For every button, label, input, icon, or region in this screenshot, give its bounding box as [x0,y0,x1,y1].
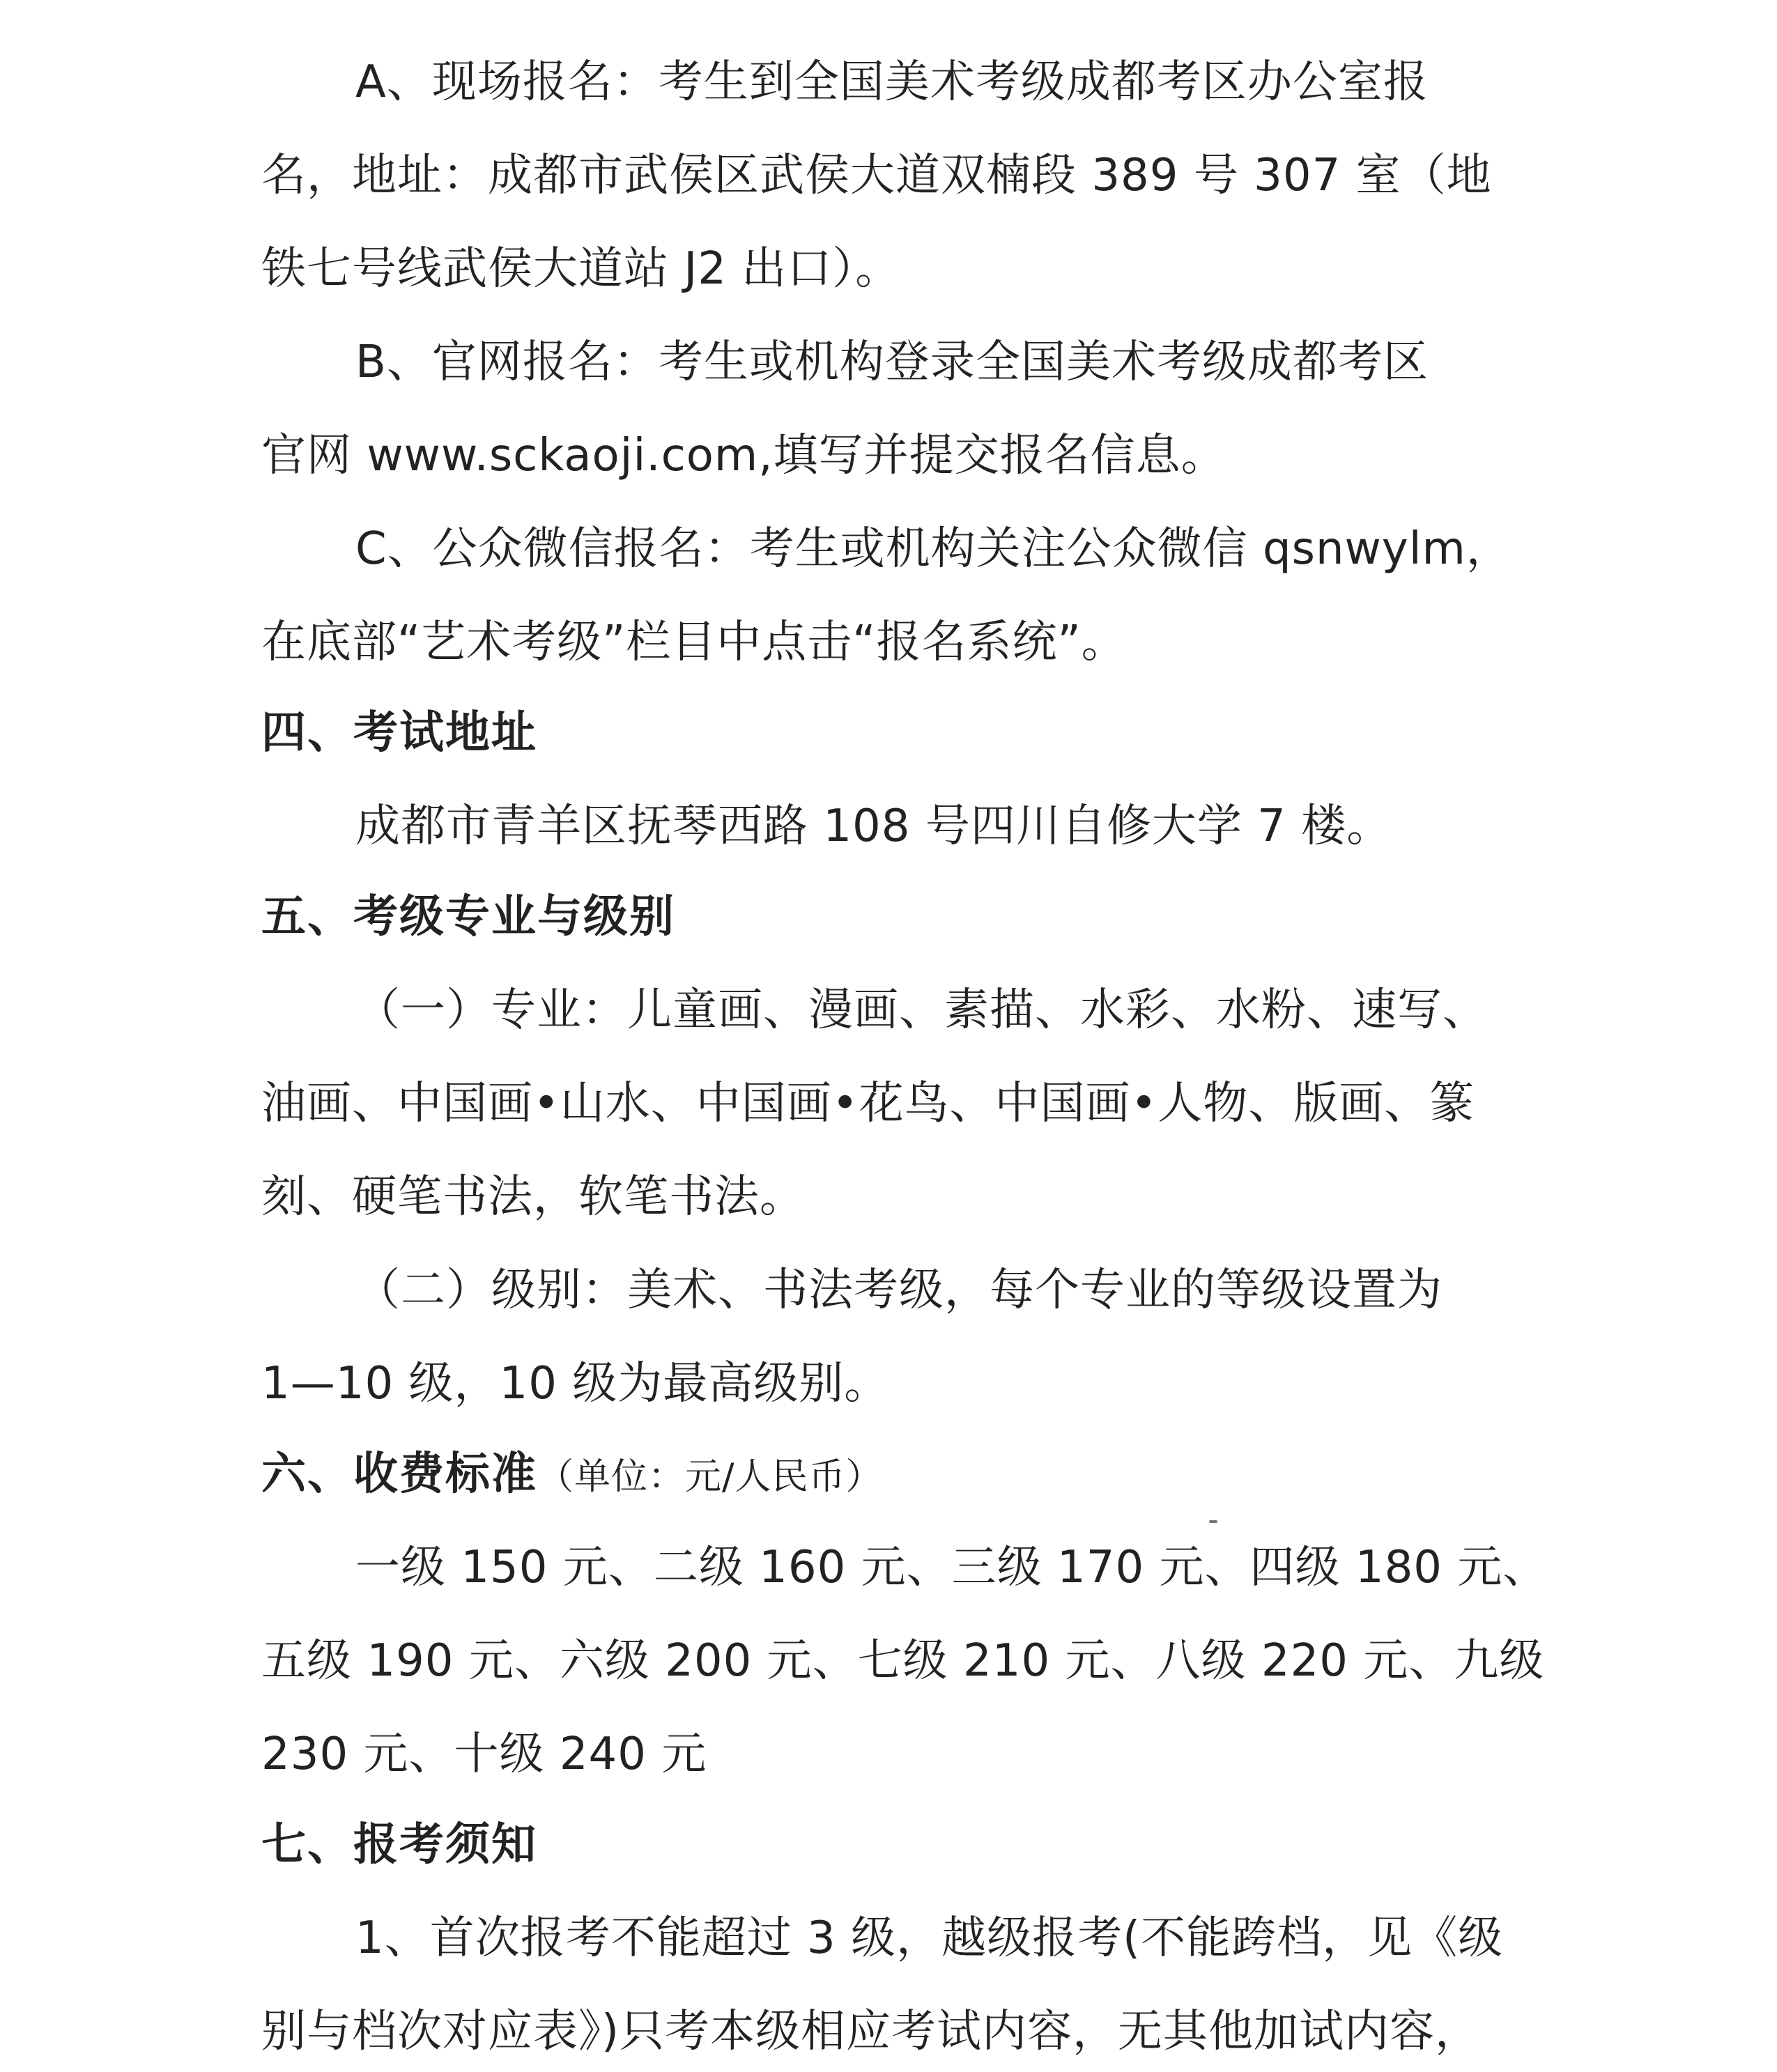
scan-speck [1209,1520,1217,1523]
fees-heading-title: 六、收费标准 [261,1448,537,1500]
section-heading-notice: 七、报考须知 [261,1819,537,1871]
registration-website-line-2: 官网 www.sckaoji.com,填写并提交报名信息。 [261,430,1226,481]
majors-line-2: 油画、中国画•山水、中国画•花鸟、中国画•人物、版画、篆 [261,1078,1475,1129]
section-heading-exam-address: 四、考试地址 [261,707,537,759]
levels-line-1: （二）级别：美术、书法考级，每个专业的等级设置为 [355,1265,1443,1316]
registration-onsite-line-1: A、现场报名：考生到全国美术考级成都考区办公室报 [355,56,1429,108]
fees-line-3: 230 元、十级 240 元 [261,1729,707,1780]
levels-line-2: 1—10 级，10 级为最高级别。 [261,1358,890,1409]
registration-onsite-line-3: 铁七号线武侯大道站 J2 出口）。 [261,243,901,295]
fees-line-1: 一级 150 元、二级 160 元、三级 170 元、四级 180 元、 [355,1542,1548,1593]
exam-address-text: 成都市青羊区抚琴西路 108 号四川自修大学 7 楼。 [355,801,1392,852]
fees-line-2: 五级 190 元、六级 200 元、七级 210 元、八级 220 元、九级 [261,1635,1545,1687]
section-heading-majors-levels: 五、考级专业与级别 [261,891,675,943]
registration-onsite-line-2: 名，地址：成都市武侯区武侯大道双楠段 389 号 307 室（地 [261,150,1492,201]
registration-wechat-line-2: 在底部“艺术考级”栏目中点击“报名系统”。 [261,617,1127,668]
registration-website-line-1: B、官网报名：考生或机构登录全国美术考级成都考区 [355,337,1429,388]
majors-line-1: （一）专业：儿童画、漫画、素描、水彩、水粉、速写、 [355,984,1488,1036]
fees-heading-unit-note: （单位：元/人民币） [537,1456,883,1498]
notice-line-1: 1、首次报考不能超过 3 级，越级报考(不能跨档，见《级 [355,1912,1504,1964]
section-heading-fees [261,1446,883,1505]
registration-wechat-line-1: C、公众微信报名：考生或机构关注公众微信 qsnwylm， [355,523,1511,575]
notice-line-2: 别与档次对应表》)只考本级相应考试内容，无其他加试内容， [261,2006,1480,2057]
majors-line-3: 刻、硬笔书法，软笔书法。 [261,1171,805,1223]
